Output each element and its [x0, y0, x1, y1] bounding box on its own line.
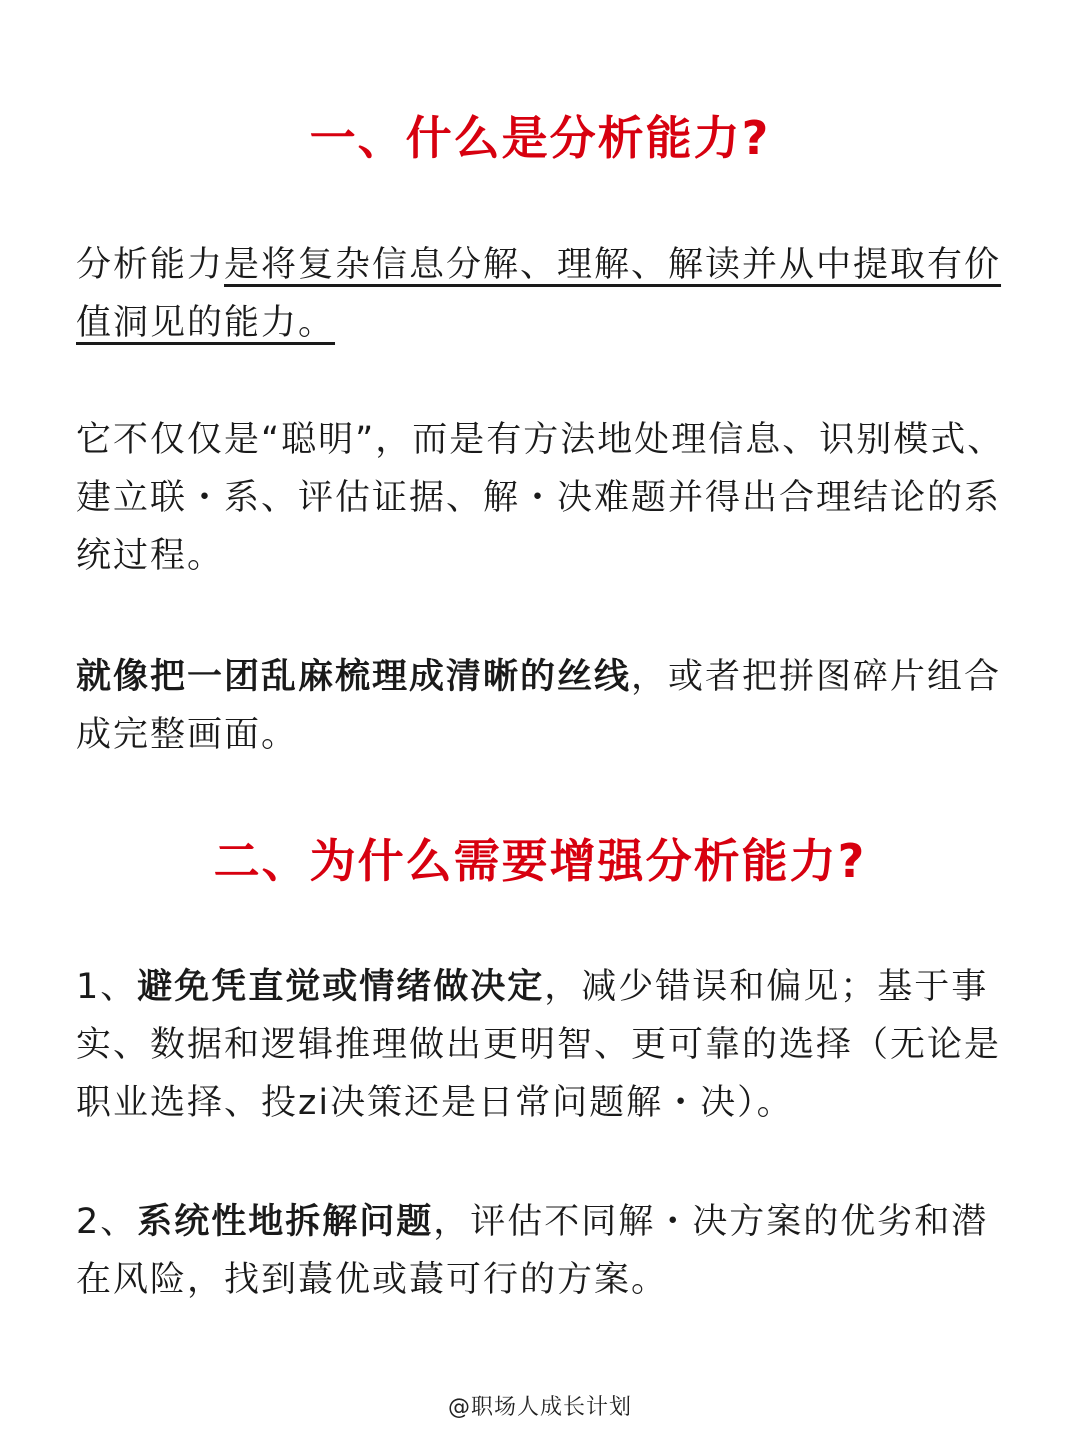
section2-title: 二、为什么需要增强分析能力? [213, 834, 867, 888]
definition-term: 分析能力 [76, 245, 225, 285]
reason-item-2-number: 2、 [76, 1202, 138, 1242]
analogy-bold-text: 就像把一团乱麻梳理成清晰的丝线 [76, 657, 632, 697]
reason-item-1-bold: 避免凭直觉或情绪做决定 [137, 967, 545, 1007]
analogy-rest-text: ，或者把拼图碎片组合成完整画面。 [76, 657, 1002, 755]
definition-paragraph [76, 236, 1006, 352]
reason-item-2 [76, 1193, 1006, 1309]
explanation-paragraph: 它不仅仅是“聪明”，而是有方法地处理信息、识别模式、建立联・系、评估证据、解・决难题并得出合理结论的系统过程。 [76, 420, 1005, 576]
reason-item-1-rest: ，减少错误和偏见；基于事实、数据和逻辑推理做出更明智、更可靠的选择（无论是职业选择、投zi决策还是日常问题解・决）。 [76, 967, 1002, 1123]
reason-item-2-rest: ，评估不同解・决方案的优劣和潜在风险，找到蕞优或蕞可行的方案。 [76, 1202, 989, 1300]
reason-item-1 [76, 958, 1006, 1132]
section1-title: 一、什么是分析能力? [309, 111, 771, 165]
definition-underlined-text: 是将复杂信息分解、理解、解读并从中提取有价值洞见的能力。 [76, 245, 1002, 343]
reason-item-1-number: 1、 [76, 967, 138, 1007]
reason-item-2-bold: 系统性地拆解问题 [137, 1202, 434, 1242]
analogy-paragraph [76, 648, 1006, 764]
footer-credit: @职场人成长计划 [447, 1395, 632, 1420]
